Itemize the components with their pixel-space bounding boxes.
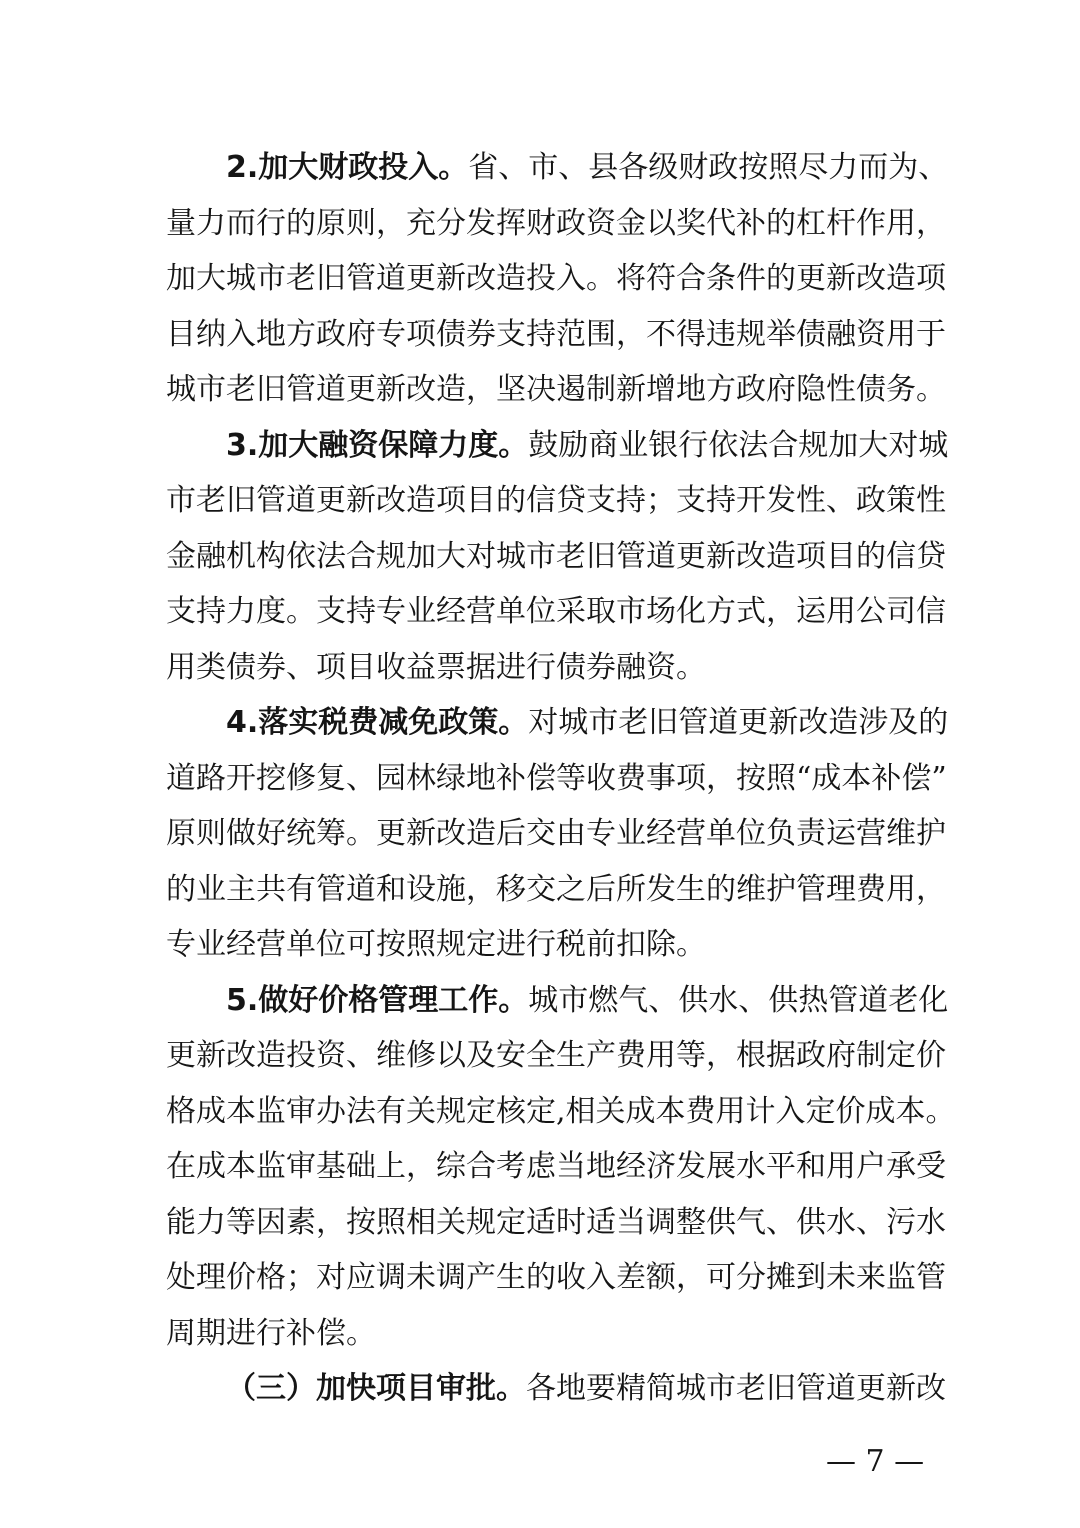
paragraph-heading: 3.加大融资保障力度。 [226, 427, 529, 463]
text-line: 目纳入地方政府专项债券支持范围，不得违规举债融资用于 [166, 316, 946, 352]
text-line: 省、市、县各级财政按照尽力而为、 [468, 150, 949, 185]
paragraph-tax-relief [166, 695, 949, 973]
text-line: 用类债券、项目收益票据进行债券融资。 [166, 649, 706, 685]
paragraph-heading: 2.加大财政投入。 [226, 150, 469, 185]
text-line: 对城市老旧管道更新改造涉及的 [528, 705, 949, 740]
paragraph-project-approval [166, 1361, 946, 1417]
text-line: 格成本监审办法有关规定核定,相关成本费用计入定价成本。 [166, 1093, 956, 1129]
text-line: 城市老旧管道更新改造，坚决遏制新增地方政府隐性债务。 [166, 372, 946, 407]
text-line: 道路开挖修复、园林绿地补偿等收费事项，按照“成本补偿” [166, 760, 947, 796]
text-line: 市老旧管道更新改造项目的信贷支持；支持开发性、政策性 [166, 483, 946, 518]
text-line: 加大城市老旧管道更新改造投入。将符合条件的更新改造项 [166, 261, 946, 296]
paragraph-heading: 5.做好价格管理工作。 [226, 982, 529, 1018]
text-line: 专业经营单位可按照规定进行税前扣除。 [166, 927, 706, 962]
text-line: 各地要精简城市老旧管道更新改 [526, 1371, 946, 1406]
text-line: 更新改造投资、维修以及安全生产费用等，根据政府制定价 [166, 1038, 946, 1073]
text-line: 原则做好统筹。更新改造后交由专业经营单位负责运营维护 [166, 816, 946, 851]
text-line: 量力而行的原则，充分发挥财政资金以奖代补的杠杆作用， [166, 205, 946, 241]
paragraph-fiscal-investment [166, 140, 949, 418]
text-line: 支持力度。支持专业经营单位采取市场化方式，运用公司信 [166, 594, 946, 629]
body-text [166, 140, 956, 1417]
page-number: — 7 — [826, 1444, 925, 1479]
paragraph-heading: 4.落实税费减免政策。 [226, 705, 529, 740]
text-line: 鼓励商业银行依法合规加大对城 [528, 427, 949, 463]
text-line: 周期进行补偿。 [166, 1315, 376, 1351]
paragraph-financing-support [166, 418, 949, 696]
text-line: 能力等因素，按照相关规定适时适当调整供气、供水、污水 [166, 1204, 946, 1240]
text-line: 在成本监审基础上，综合考虑当地经济发展水平和用户承受 [166, 1149, 946, 1184]
paragraph-price-management [166, 973, 956, 1362]
paragraph-heading: （三）加快项目审批。 [226, 1371, 526, 1406]
text-line: 的业主共有管道和设施，移交之后所发生的维护管理费用， [166, 871, 946, 907]
text-line: 处理价格；对应调未调产生的收入差额，可分摊到未来监管 [166, 1260, 946, 1295]
text-line: 金融机构依法合规加大对城市老旧管道更新改造项目的信贷 [166, 538, 946, 574]
text-line: 城市燃气、供水、供热管道老化 [528, 982, 949, 1018]
